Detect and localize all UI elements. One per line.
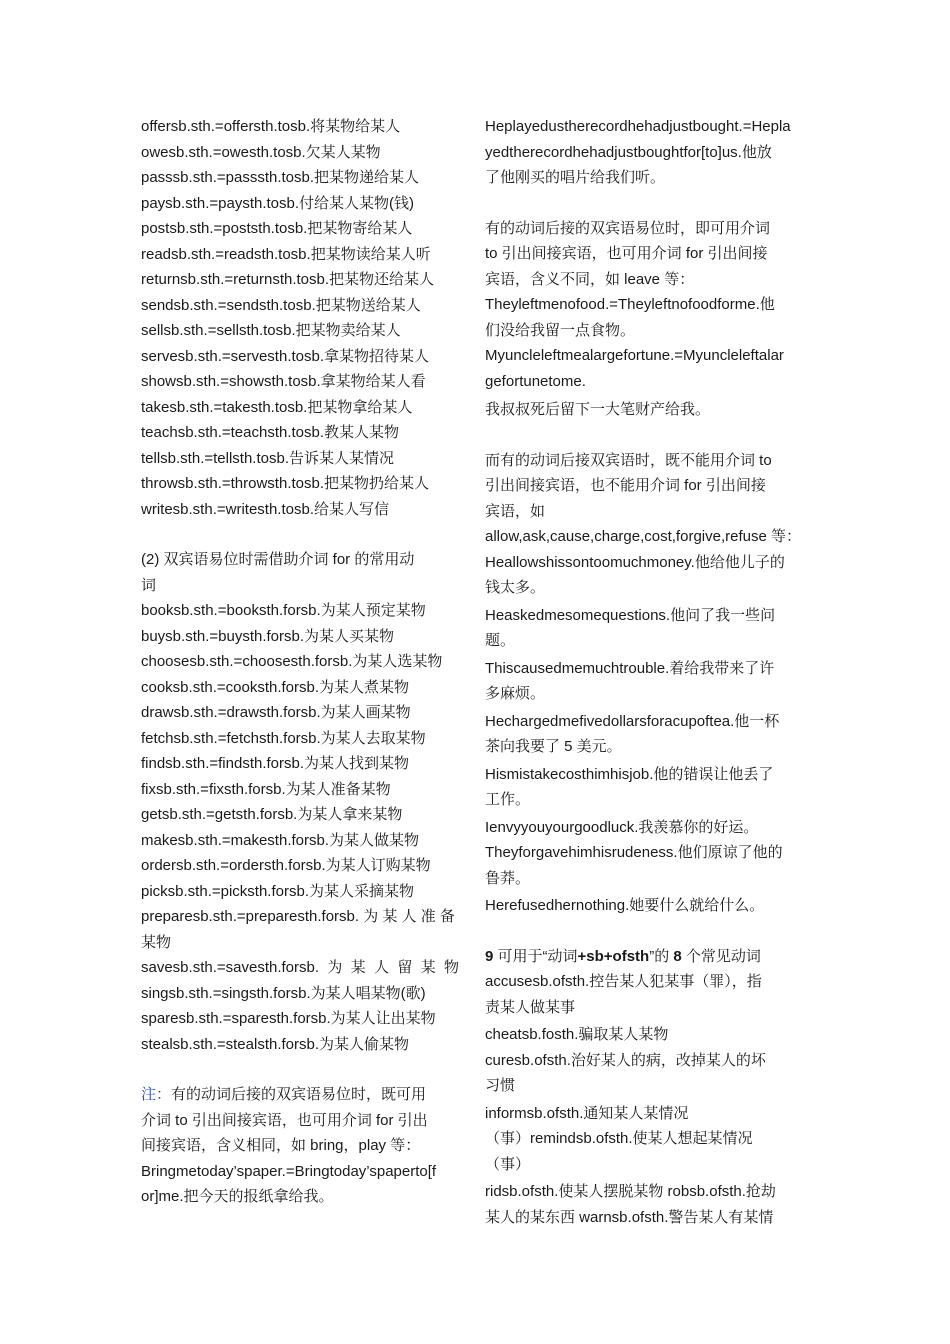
list-item: sparesb.sth.=sparesth.forsb.为某人让出某物 xyxy=(141,1010,436,1027)
list-item: drawsb.sth.=drawsth.forsb.为某人画某物 xyxy=(141,704,411,721)
list-item: owesb.sth.=owesth.tosb.欠某人某物 xyxy=(141,143,381,161)
list-item: ridsb.ofsth.使某人摆脱某物 robsb.ofsth.抢劫 xyxy=(485,1183,776,1200)
leave-paragraph xyxy=(485,216,811,423)
list-item: curesb.ofsth.治好某人的病，改掉某人的坏 xyxy=(485,1051,766,1069)
list-item: ordersb.sth.=ordersth.forsb.为某人订购某物 xyxy=(141,857,431,874)
spacer xyxy=(485,191,811,216)
no-preposition-paragraph xyxy=(485,448,811,601)
note-label: 注： xyxy=(141,1086,172,1103)
list-item: teachsb.sth.=teachsth.tosb.教某人某物 xyxy=(141,424,400,441)
list-item: returnsb.sth.=returnsth.tosb.把某物还给某人 xyxy=(141,271,435,288)
list-item: choosesb.sth.=choosesth.forsb.为某人选某物 xyxy=(141,653,443,670)
paragraph-line: gefortunetome. xyxy=(485,372,586,390)
list-item: sellsb.sth.=sellsth.tosb.把某物卖给某人 xyxy=(141,322,401,339)
note-text: Bringmetoday’spaper.=Bringtoday’spaperto[f xyxy=(141,1162,437,1180)
list-item: getsb.sth.=getsth.forsb.为某人拿来某物 xyxy=(141,806,403,823)
paragraph-line: 钱太多。 xyxy=(485,579,546,596)
paragraph-line: to 引出间接宾语，也可用介词 for 引出间接 xyxy=(485,245,768,262)
paragraph-line: 宾语，含义不同，如 leave 等： xyxy=(485,270,695,288)
example-line: Thiscausedmemuchtrouble.着给我带来了许 xyxy=(485,659,775,677)
list-item: fetchsb.sth.=fetchsth.forsb.为某人去取某物 xyxy=(141,729,426,747)
list-item: picksb.sth.=picksth.forsb.为某人采摘某物 xyxy=(141,882,414,900)
list-item: makesb.sth.=makesth.forsb.为某人做某物 xyxy=(141,831,419,849)
list-item: throwsb.sth.=throwsth.tosb.把某物扔给某人 xyxy=(141,475,430,492)
heading-line: 词 xyxy=(141,576,157,594)
example-line: Ienvyyouyourgoodluck.我羡慕你的好运。 xyxy=(485,818,759,836)
note-text: 有的动词后接的双宾语易位时，既可用 xyxy=(171,1086,427,1103)
list-item: servesb.sth.=servesth.tosb.拿某物招待某人 xyxy=(141,347,430,365)
play-example-paragraph xyxy=(485,114,811,191)
spacer xyxy=(485,423,811,448)
list-item: buysb.sth.=buysth.forsb.为某人买某物 xyxy=(141,627,395,645)
list-item: singsb.sth.=singsth.forsb.为某人唱某物(歌) xyxy=(141,984,426,1002)
list-item: preparesb.sth.=preparesth.forsb. 为 某 人 准 备 xyxy=(141,908,455,925)
example-line: 茶向我要了 5 美元。 xyxy=(485,738,622,755)
spacer xyxy=(141,522,467,547)
example-line: Theyforgavehimhisrudeness.他们原谅了他的 xyxy=(485,844,783,861)
example-line: Hismistakecosthimhisjob.他的错误让他丢了 xyxy=(485,765,774,783)
example-line: Herefusedhernothing.她要什么就给什么。 xyxy=(485,897,765,914)
paragraph-line: 有的动词后接的双宾语易位时，即可用介词 xyxy=(485,219,771,237)
heading-text: 个常见动词 xyxy=(681,947,761,965)
example-line: 多麻烦。 xyxy=(485,685,546,702)
example-line: 题。 xyxy=(485,632,516,649)
section-9 xyxy=(485,944,811,1231)
list-item: booksb.sth.=booksth.forsb.为某人预定某物 xyxy=(141,602,426,619)
list-item: accusesb.ofsth.控告某人犯某事（罪），指 xyxy=(485,973,762,990)
list-item: postsb.sth.=poststh.tosb.把某物寄给某人 xyxy=(141,220,413,237)
heading-text: 可用于“动词 xyxy=(493,947,578,965)
list-item: 某人的某东西 warnsb.ofsth.警告某人有某情 xyxy=(485,1208,774,1226)
paragraph-line: 而有的动词后接双宾语时，既不能用介词 to xyxy=(485,451,772,469)
heading-line: (2) 双宾语易位时需借助介词 for 的常用动 xyxy=(141,551,415,568)
list-item: 某物 xyxy=(141,933,172,951)
example-sentences xyxy=(485,603,811,919)
note-text: 介词 to 引出间接宾语，也可用介词 for 引出 xyxy=(141,1111,428,1129)
paragraph-line: Heplayedustherecordhehadjustbought.=Hepla xyxy=(485,118,791,135)
paragraph-line: Heallowshissontoomuchmoney.他给他儿子的 xyxy=(485,553,785,571)
paragraph-line: Theyleftmenofood.=Theyleftnofoodforme.他 xyxy=(485,296,775,313)
note-text: 间接宾语，含义相同，如 bring，play 等： xyxy=(141,1137,421,1154)
list-item: paysb.sth.=paysth.tosb.付给某人某物(钱) xyxy=(141,194,415,212)
right-column xyxy=(485,114,811,1230)
list-item: sendsb.sth.=sendsth.tosb.把某物送给某人 xyxy=(141,296,421,314)
list-item: stealsb.sth.=stealsth.forsb.为某人偷某物 xyxy=(141,1035,410,1053)
list-item: findsb.sth.=findsth.forsb.为某人找到某物 xyxy=(141,755,410,772)
example-line: Hechargedmefivedollarsforacupoftea.他一杯 xyxy=(485,712,780,730)
list-item: takesb.sth.=takesth.tosb.把某物拿给某人 xyxy=(141,398,413,416)
list-item: （事） xyxy=(485,1155,531,1173)
list-item: offersb.sth.=offersth.tosb.将某物给某人 xyxy=(141,118,401,135)
list-item: （事）remindsb.ofsth.使某人想起某情况 xyxy=(485,1130,753,1147)
paragraph-line: 引出间接宾语，也不能用介词 for 引出间接 xyxy=(485,477,766,494)
note-text: or]me.把今天的报纸拿给我。 xyxy=(141,1188,334,1205)
list-item: writesb.sth.=writesth.tosb.给某人写信 xyxy=(141,500,389,518)
list-item: informsb.ofsth.通知某人某情况 xyxy=(485,1104,689,1122)
section-number: 9 xyxy=(485,947,494,965)
heading-text: ”的 xyxy=(649,947,674,965)
for-verb-list xyxy=(141,598,467,1057)
list-item: showsb.sth.=showsth.tosb.拿某物给某人看 xyxy=(141,373,426,390)
list-item: readsb.sth.=readsth.tosb.把某物读给某人听 xyxy=(141,245,431,263)
paragraph-line: 我叔叔死后留下一大笔财产给我。 xyxy=(485,401,711,418)
list-item: tellsb.sth.=tellsth.tosb.告诉某人某情况 xyxy=(141,449,394,467)
spacer xyxy=(485,919,811,944)
to-verb-list xyxy=(141,114,467,522)
list-item: 习惯 xyxy=(485,1077,516,1094)
list-item: cheatsb.fosth.骗取某人某物 xyxy=(485,1026,669,1043)
list-item: 责某人做某事 xyxy=(485,998,576,1016)
paragraph-line: allow,ask,cause,charge,cost,forgive,refuse 等： xyxy=(485,528,801,545)
heading-number: 8 xyxy=(673,947,682,965)
note-paragraph xyxy=(141,1082,467,1210)
example-line: Heaskedmesomequestions.他问了我一些问 xyxy=(485,606,776,624)
paragraph-line: Myuncleleftmealargefortune.=Myuncleleftalar xyxy=(485,347,784,364)
left-column xyxy=(141,114,467,1210)
section-9-heading xyxy=(485,944,811,970)
paragraph-line: yedtherecordhehadjustboughtfor[to]us.他放 xyxy=(485,143,772,161)
list-item: cooksb.sth.=cooksth.forsb.为某人煮某物 xyxy=(141,678,410,696)
paragraph-line: 宾语，如 xyxy=(485,502,546,520)
section-heading-2 xyxy=(141,547,467,598)
list-item: fixsb.sth.=fixsth.forsb.为某人准备某物 xyxy=(141,780,391,798)
example-line: 工作。 xyxy=(485,791,531,808)
paragraph-line: 们没给我留一点食物。 xyxy=(485,321,636,339)
heading-bold: +sb+ofsth xyxy=(577,947,650,965)
paragraph-line: 了他刚买的唱片给我们听。 xyxy=(485,169,666,186)
spacer xyxy=(141,1057,467,1082)
example-line: 鲁莽。 xyxy=(485,869,531,887)
list-item: passsb.sth.=passsth.tosb.把某物递给某人 xyxy=(141,169,420,186)
list-item: savesb.sth.=savesth.forsb. 为 某 人 留 某 物 xyxy=(141,959,460,976)
